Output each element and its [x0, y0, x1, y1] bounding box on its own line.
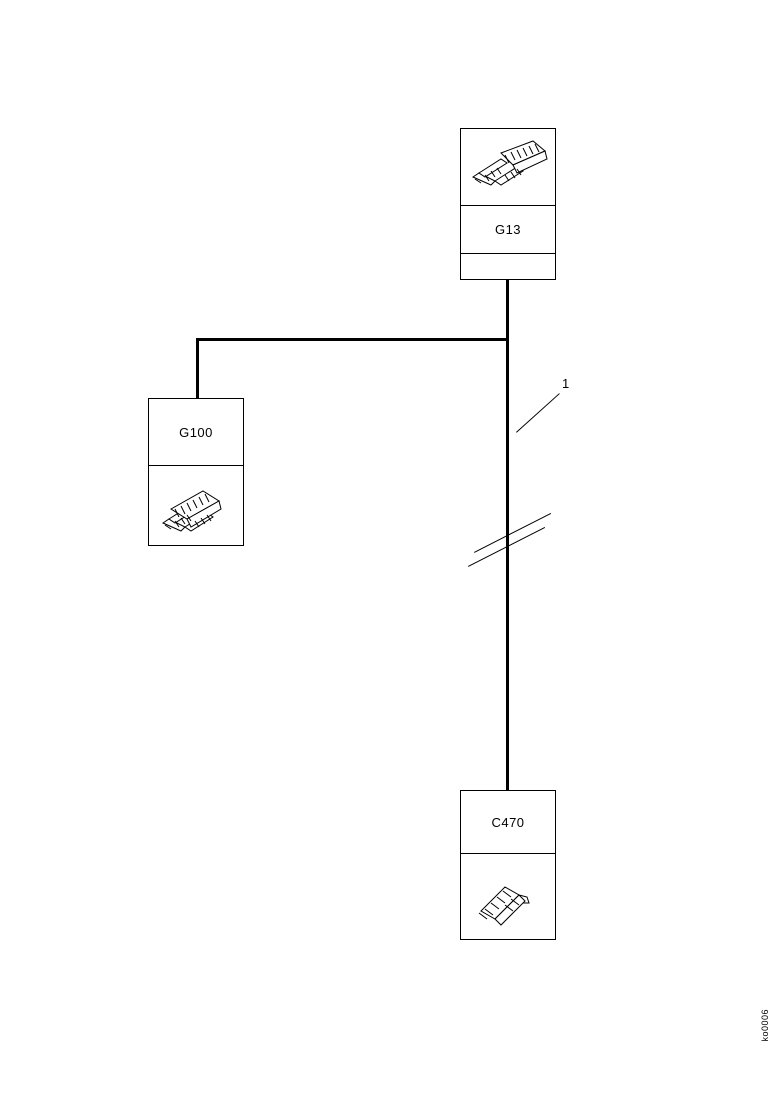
connector-plug-icon [461, 853, 555, 941]
figure-code: ko0006 [760, 1009, 770, 1042]
connector-label-g13: G13 [494, 221, 522, 237]
callout-label-1: 1 [562, 376, 570, 391]
connector-plug-icon [461, 129, 555, 205]
connector-node-g13[interactable] [460, 128, 556, 280]
connector-label-c470: C470 [491, 814, 525, 830]
connector-node-g100[interactable] [148, 398, 244, 546]
wire-branch-horizontal [196, 338, 508, 341]
node-divider-lower [461, 253, 555, 254]
connector-node-c470[interactable] [460, 790, 556, 940]
callout-leader-line [516, 393, 560, 433]
connector-label-g100: G100 [179, 424, 213, 440]
connector-plug-icon [149, 465, 243, 547]
wire-break-mark-icon [474, 513, 551, 553]
wire-branch-vertical [196, 338, 199, 400]
